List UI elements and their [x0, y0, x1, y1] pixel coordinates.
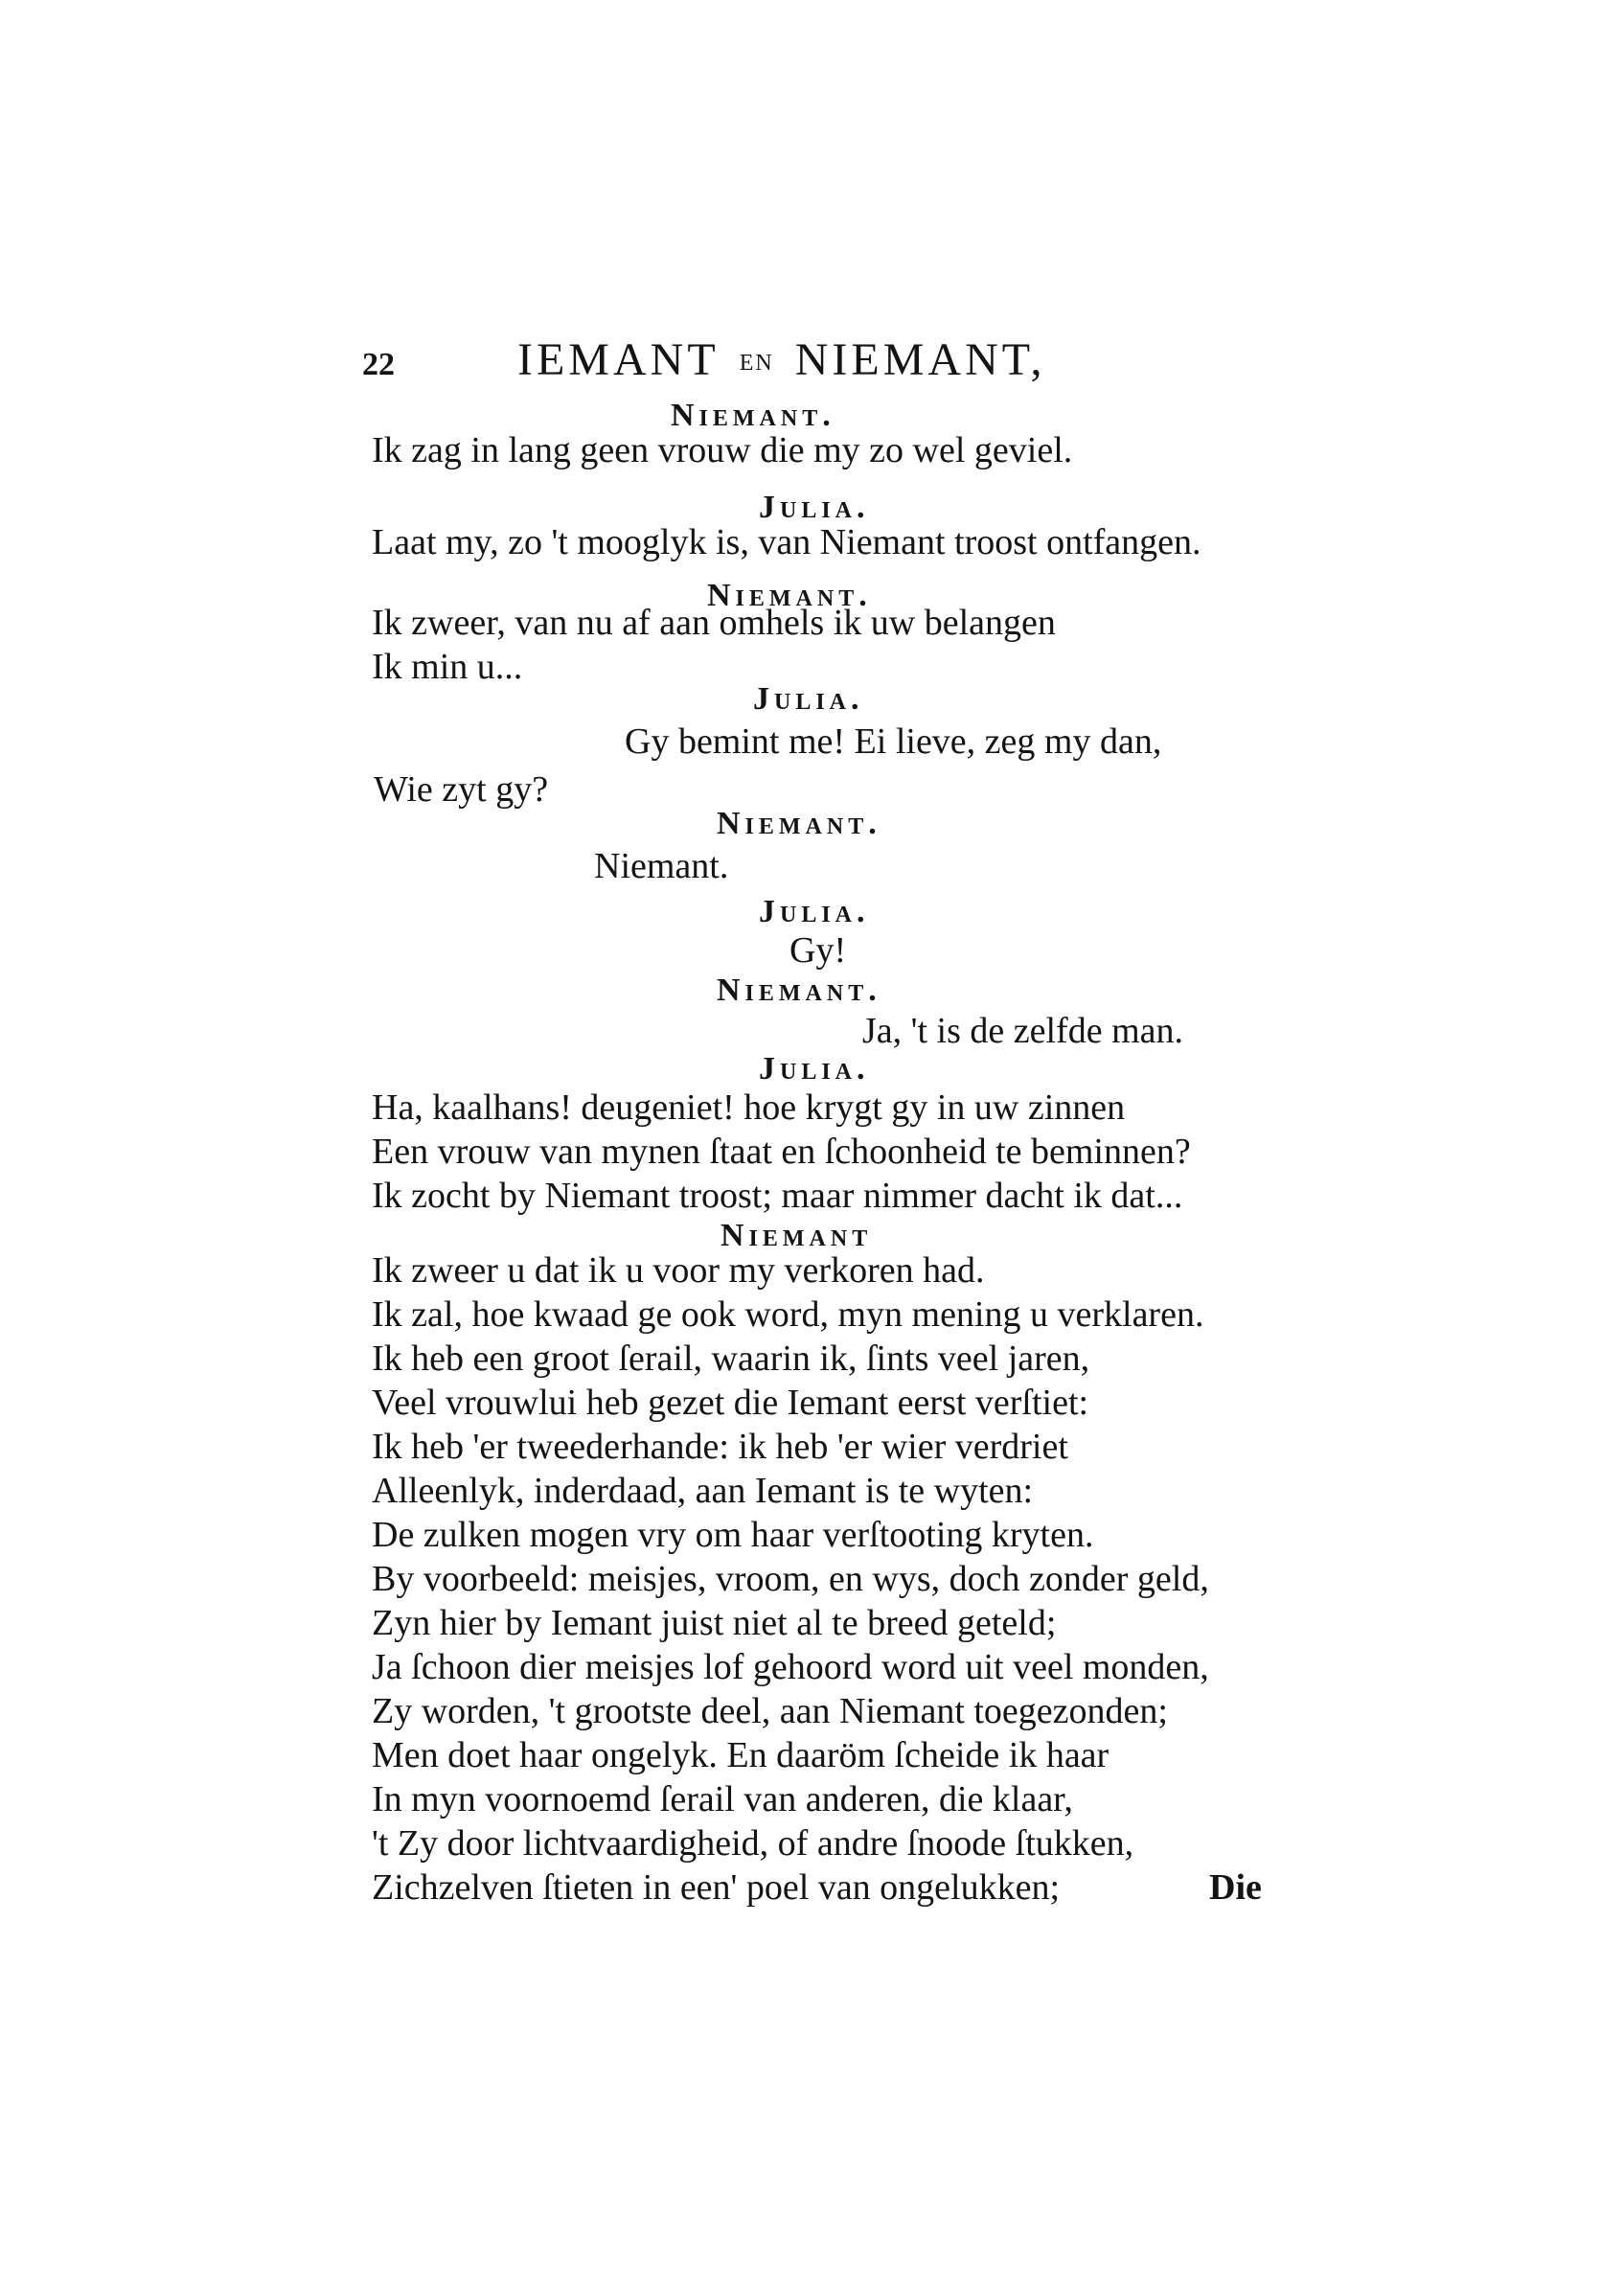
- verse-line: Gy bemint me! Ei lieve, zeg my dan,: [625, 721, 1162, 762]
- verse-line: Zichzelven ſtieten in een' poel van ongelukken;: [372, 1867, 1061, 1908]
- verse-line: Ik min u...: [372, 647, 523, 687]
- speaker-heading: Niemant.: [717, 972, 881, 1008]
- page-number: 22: [362, 347, 395, 382]
- verse-line: Wie zyt gy?: [374, 769, 549, 810]
- verse-line: Zy worden, 't grootste deel, aan Niemant toegezonden;: [372, 1691, 1168, 1731]
- speaker-heading: Niemant.: [671, 398, 835, 433]
- verse-line: Ik zag in lang geen vrouw die my zo wel geviel.: [372, 430, 1073, 470]
- verse-line: Niemant.: [594, 846, 729, 886]
- verse-line: Ha, kaalhans! deugeniet! hoe krygt gy in uw zinnen: [372, 1087, 1126, 1128]
- verse-line: Veel vrouwlui heb gezet die Iemant eerst verſtiet:: [372, 1383, 1089, 1423]
- speaker-heading: Niemant.: [717, 806, 881, 841]
- verse-line: 't Zy door lichtvaardigheid, of andre ſnoode ſtukken,: [372, 1823, 1134, 1864]
- running-title-connector: EN: [739, 351, 774, 377]
- verse-line: By voorbeeld: meisjes, vroom, en wys, doch zonder geld,: [372, 1559, 1209, 1599]
- verse-line: Ik zal, hoe kwaad ge ook word, myn mening u verklaren.: [372, 1294, 1204, 1335]
- speaker-heading: Julia.: [759, 490, 870, 525]
- verse-line: Ik zweer, van nu af aan omhels ik uw belangen: [372, 603, 1056, 643]
- running-title-part2: NIEMANT,: [794, 334, 1046, 385]
- speaker-heading: Julia.: [759, 1051, 870, 1087]
- verse-line: Laat my, zo 't mooglyk is, van Niemant troost ontfangen.: [372, 522, 1201, 562]
- verse-line: Een vrouw van mynen ſtaat en ſchoonheid te beminnen?: [372, 1132, 1191, 1172]
- verse-line: Ja, 't is de zelfde man.: [862, 1011, 1184, 1051]
- verse-line: Ik heb een groot ſerail, waarin ik, ſints veel jaren,: [372, 1338, 1090, 1379]
- speaker-heading: Julia.: [759, 894, 870, 929]
- speaker-heading: Julia.: [753, 681, 864, 717]
- speaker-heading: Niemant: [721, 1218, 873, 1253]
- verse-line: Ik heb 'er tweederhande: ik heb 'er wier verdriet: [372, 1427, 1068, 1467]
- verse-line: Men doet haar ongelyk. En daaröm ſcheide ik haar: [372, 1735, 1109, 1775]
- running-title-part1: IEMANT: [517, 334, 719, 385]
- verse-line: Ik zweer u dat ik u voor my verkoren had.: [372, 1250, 985, 1291]
- verse-line: De zulken mogen vry om haar verſtooting kryten.: [372, 1515, 1094, 1555]
- verse-line: In myn voornoemd ſerail van anderen, die klaar,: [372, 1779, 1073, 1819]
- catchword: Die: [1209, 1867, 1262, 1908]
- verse-line: Zyn hier by Iemant juist niet al te breed geteld;: [372, 1603, 1057, 1643]
- running-title: [517, 333, 1046, 386]
- verse-line: Ik zocht by Niemant troost; maar nimmer dacht ik dat...: [372, 1176, 1183, 1216]
- verse-line: Ja ſchoon dier meisjes lof gehoord word uit veel monden,: [372, 1647, 1209, 1687]
- speaker-heading: Niemant.: [707, 578, 872, 613]
- verse-line: Gy!: [789, 930, 847, 971]
- verse-line: Alleenlyk, inderdaad, aan Iemant is te wyten:: [372, 1471, 1034, 1511]
